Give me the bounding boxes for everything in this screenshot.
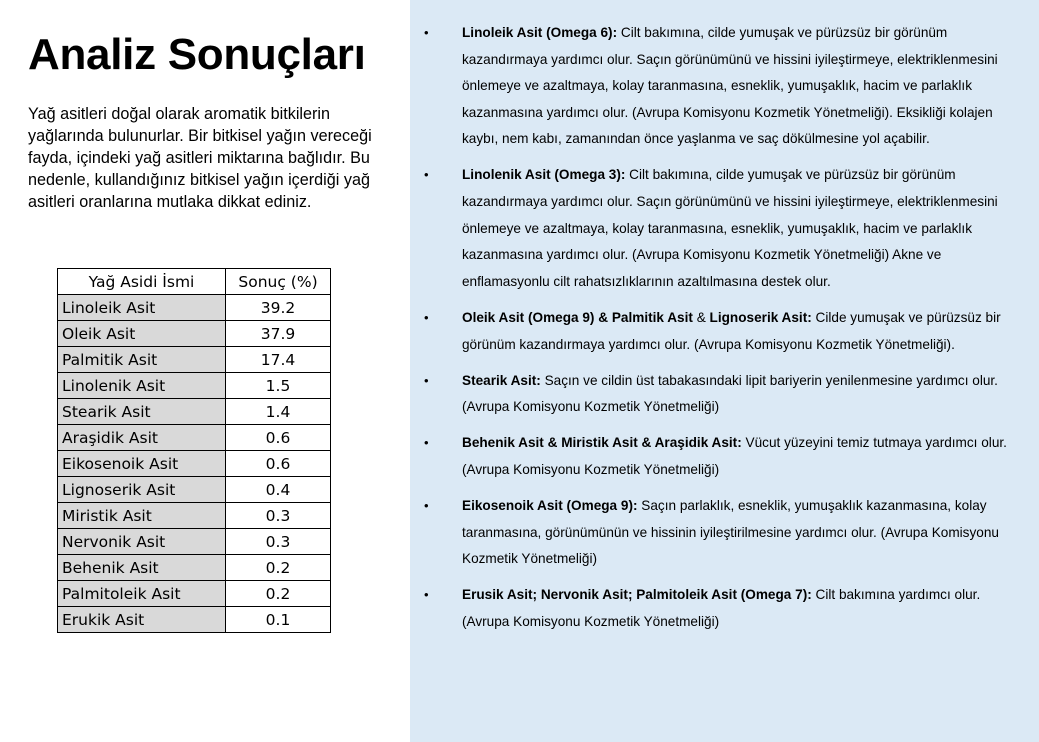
table-row: [58, 555, 331, 581]
acid-name: Araşidik Asit: [58, 425, 226, 451]
benefit-heading: Oleik Asit (Omega 9) & Palmitik Asit: [462, 309, 693, 325]
acid-value: 0.2: [226, 581, 331, 607]
acid-value: 0.2: [226, 555, 331, 581]
bullet-icon: •: [424, 435, 429, 451]
benefit-heading: Eikosenoik Asit (Omega 9):: [462, 498, 638, 513]
acid-value: 0.6: [226, 425, 331, 451]
acid-name: Linolenik Asit: [58, 373, 226, 399]
benefit-text: Cilde yumuşak ve pürüzsüz bir görünüm kazandırmaya yardımcı olur. (Avrupa Komisyonu Kozmetik Yönetmeliği).: [462, 309, 1001, 352]
bullet-icon: •: [424, 309, 429, 325]
table-row: [58, 373, 331, 399]
table-row: [58, 581, 331, 607]
acid-value: 0.3: [226, 529, 331, 555]
benefit-item: [424, 582, 1023, 635]
acid-value: 0.4: [226, 477, 331, 503]
bullet-icon: •: [424, 587, 429, 603]
acid-value: 17.4: [226, 347, 331, 373]
benefit-item: [424, 493, 1023, 573]
benefit-heading: Behenik Asit & Miristik Asit & Araşidik Asit:: [462, 435, 742, 451]
benefit-item: [424, 430, 1023, 483]
benefit-heading: Lignoserik Asit:: [709, 309, 812, 325]
benefit-heading: Erusik Asit; Nervonik Asit; Palmitoleik Asit (Omega 7):: [462, 587, 812, 603]
acid-name: Palmitik Asit: [58, 347, 226, 373]
table-header-row: [58, 269, 331, 295]
acid-name: Behenik Asit: [58, 555, 226, 581]
table-row: [58, 295, 331, 321]
table-row: [58, 425, 331, 451]
table-row: [58, 529, 331, 555]
acid-name: Eikosenoik Asit: [58, 451, 226, 477]
benefit-heading: Linolenik Asit (Omega 3):: [462, 167, 626, 183]
benefit-text: Cilt bakımına, cilde yumuşak ve pürüzsüz bir görünüm kazandırmaya yardımcı olur. Saçın görünümünü ve hissini iyileştirmeye, elektriklenmesini önlemeye ve azaltmaya, kolay taranmasına, esneklik, yumuşaklık, hacim ve parlaklık kazanmasına yardımcı olur. (Avrupa Komisyonu Kozmetik Yönetmeliği) Akne ve enflamasyonlu cilt rahatsızlıklarının azaltılmasına destek olur.: [462, 167, 998, 289]
bullet-icon: •: [424, 167, 429, 183]
benefit-item: [424, 368, 1023, 421]
acid-name: Nervonik Asit: [58, 529, 226, 555]
table-row: [58, 607, 331, 633]
intro-paragraph: Yağ asitleri doğal olarak aromatik bitkilerin yağlarında bulunurlar. Bir bitkisel yağın vereceği fayda, içindeki yağ asitleri miktarına bağlıdır. Bu nedenle, kullandığınız bitkisel yağın içerdiği yağ asitleri oranlarına mutlaka dikkat ediniz.: [28, 105, 372, 211]
benefit-text: Saçın parlaklık, esneklik, yumuşaklık kazanmasına, kolay taranmasına, görünümünün ve hissinin iyileştirilmesine yardımcı olur. (Avrupa Komisyonu Kozmetik Yönetmeliği): [462, 498, 999, 567]
table-row: [58, 347, 331, 373]
table-row: [58, 477, 331, 503]
fatty-acid-table: [57, 268, 331, 633]
acid-value: 1.5: [226, 373, 331, 399]
benefit-text: Vücut yüzeyini temiz tutmaya yardımcı olur. (Avrupa Komisyonu Kozmetik Yönetmeliği): [462, 435, 1007, 477]
benefit-item: [424, 162, 1023, 295]
acid-value: 37.9: [226, 321, 331, 347]
acid-name: Erukik Asit: [58, 607, 226, 633]
table-row: [58, 321, 331, 347]
acid-value: 39.2: [226, 295, 331, 321]
benefit-item: [424, 20, 1023, 153]
column-header-name: Yağ Asidi İsmi: [58, 269, 226, 295]
acid-name: Lignoserik Asit: [58, 477, 226, 503]
bullet-icon: •: [424, 498, 429, 513]
acid-value: 1.4: [226, 399, 331, 425]
acid-name: Palmitoleik Asit: [58, 581, 226, 607]
acid-name: Linoleik Asit: [58, 295, 226, 321]
benefit-text: Cilt bakımına yardımcı olur. (Avrupa Komisyonu Kozmetik Yönetmeliği): [462, 587, 981, 629]
acid-name: Miristik Asit: [58, 503, 226, 529]
column-header-result: Sonuç (%): [226, 269, 331, 295]
table-row: [58, 451, 331, 477]
benefits-list: [424, 20, 1023, 645]
benefit-heading: Linoleik Asit (Omega 6):: [462, 25, 618, 40]
acid-name: Oleik Asit: [58, 321, 226, 347]
bullet-icon: •: [424, 372, 429, 388]
table-row: [58, 399, 331, 425]
acid-name: Stearik Asit: [58, 399, 226, 425]
benefit-heading: Stearik Asit:: [462, 372, 541, 388]
page-title: Analiz Sonuçları: [28, 30, 366, 79]
benefit-text: Saçın ve cildin üst tabakasındaki lipit bariyerin yenilenmesine yardımcı olur. (Avrupa Komisyonu Kozmetik Yönetmeliği): [462, 372, 998, 415]
acid-value: 0.6: [226, 451, 331, 477]
table-row: [58, 503, 331, 529]
bullet-icon: •: [424, 25, 429, 40]
acid-value: 0.1: [226, 607, 331, 633]
benefit-separator: &: [692, 309, 710, 325]
acid-value: 0.3: [226, 503, 331, 529]
benefit-item: [424, 305, 1023, 358]
benefit-text: Cilt bakımına, cilde yumuşak ve pürüzsüz bir görünüm kazandırmaya yardımcı olur. Saçın görünümünü ve hissini iyileştirmeye, elektriklenmesini önlemeye ve azaltmaya, kolay taranmasına, esneklik, yumuşaklık, hacim ve parlaklık kazanmasına yardımcı olur. (Avrupa Komisyonu Kozmetik Yönetmeliği). Eksikliği kolajen kaybı, nem kabı, zamanından önce yaşlanma ve saç dökülmesine yol açabilir.: [462, 25, 998, 147]
